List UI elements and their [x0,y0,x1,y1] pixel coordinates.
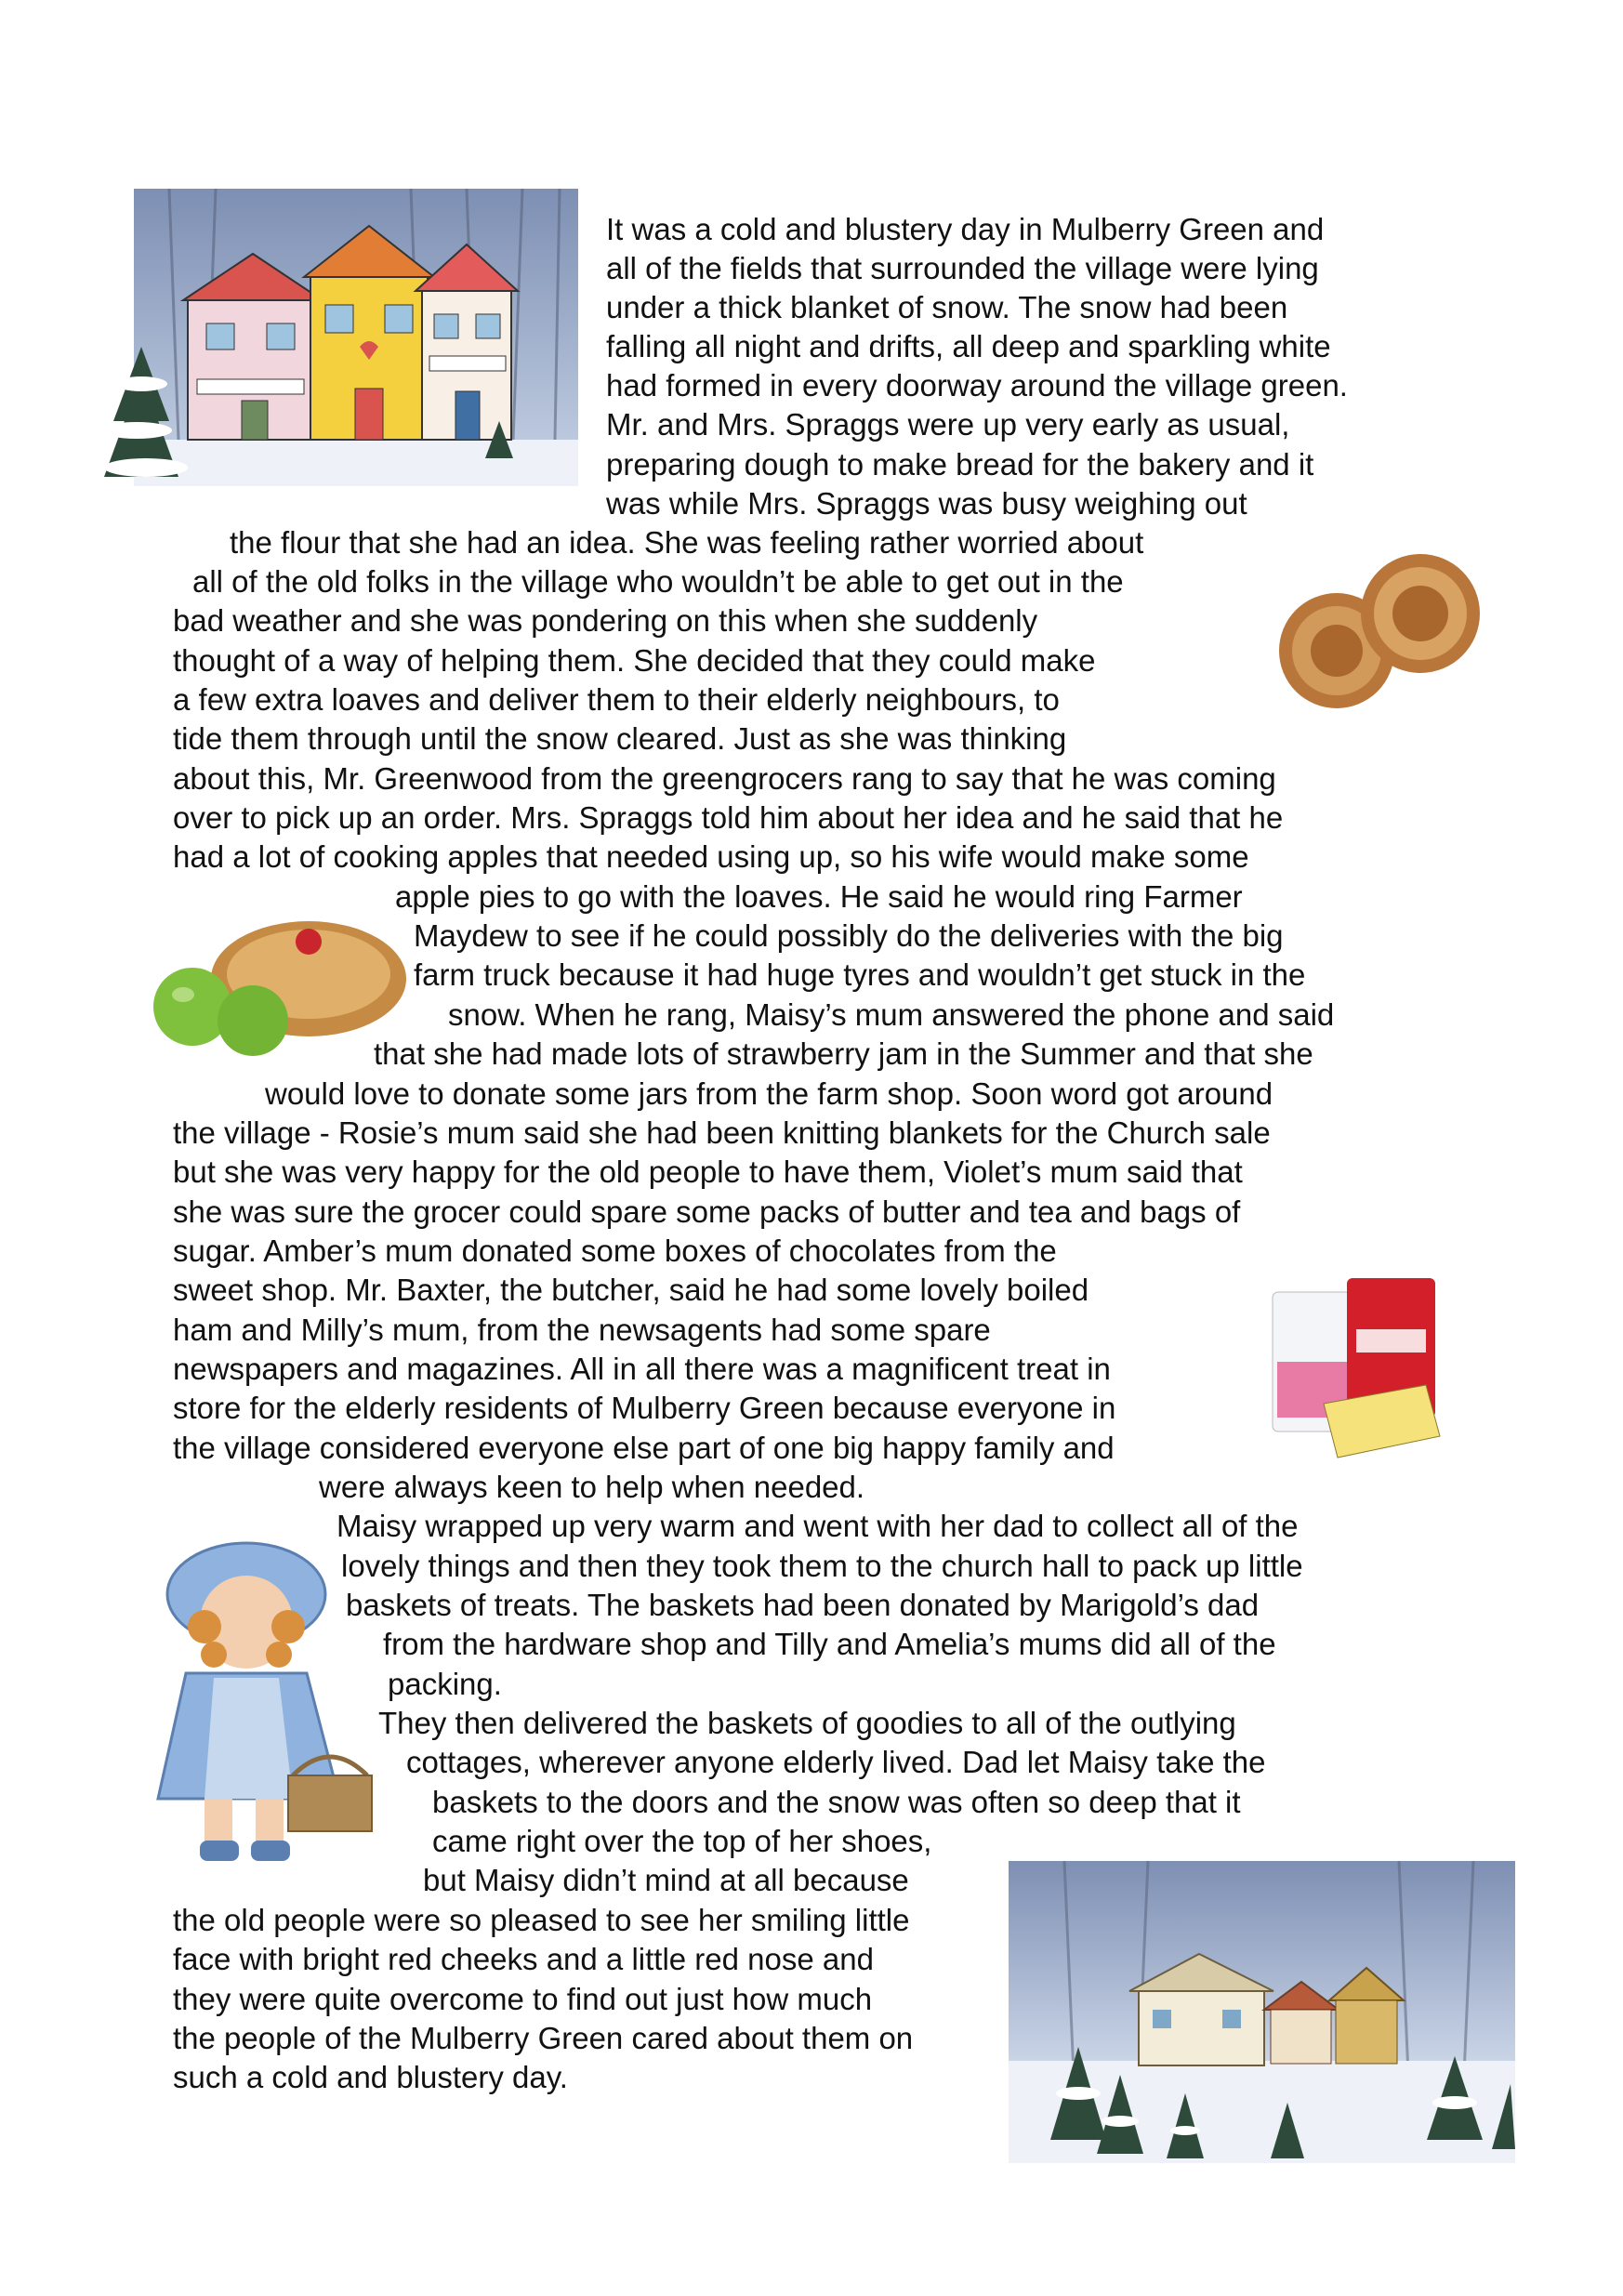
story-line: thought of a way of helping them. She decided that they could make [173,643,1096,678]
story-line: baskets of treats. The baskets had been donated by Marigold’s dad [346,1588,1260,1622]
story-line: Mr. and Mrs. Spraggs were up very early as usual, [606,407,1290,442]
story-line: a few extra loaves and deliver them to their elderly neighbours, to [173,682,1060,717]
story-line: They then delivered the baskets of goodies to all of the outlying [378,1706,1236,1740]
story-line: Maisy wrapped up very warm and went with her dad to collect all of the [336,1509,1299,1543]
story-line: the village considered everyone else part of one big happy family and [173,1431,1115,1465]
story-line: cottages, wherever anyone elderly lived. Dad let Maisy take the [406,1745,1266,1779]
story-line: preparing dough to make bread for the bakery and it [606,447,1314,482]
story-line: tide them through until the snow cleared. Just as she was thinking [173,721,1067,756]
story-line: lovely things and then they took them to the church hall to pack up little [341,1549,1303,1583]
snowy-cottages-illustration [1009,1861,1515,2163]
story-line: packing. [388,1667,502,1701]
story-line: under a thick blanket of snow. The snow had been [606,290,1288,324]
story-line: baskets to the doors and the snow was often so deep that it [432,1785,1241,1819]
story-line: from the hardware shop and Tilly and Amelia’s mums did all of the [383,1627,1276,1661]
story-line: were always keen to help when needed. [319,1470,865,1504]
village-illustration [76,189,578,486]
story-line: ham and Milly’s mum, from the newsagents had some spare [173,1313,991,1347]
story-line: such a cold and blustery day. [173,2060,568,2094]
groceries-image [1268,1273,1445,1459]
story-line: came right over the top of her shoes, [432,1824,932,1858]
story-line: that she had made lots of strawberry jam in the Summer and that she [374,1036,1313,1071]
story-line: face with bright red cheeks and a little red nose and [173,1942,874,1976]
bread-rolls-image [1262,534,1495,720]
story-line: the flour that she had an idea. She was feeling rather worried about [230,525,1144,560]
story-line: apple pies to go with the loaves. He said he would ring Farmer [395,879,1243,914]
story-line: had formed in every doorway around the village green. [606,368,1348,402]
story-line: about this, Mr. Greenwood from the greengrocers rang to say that he was coming [173,761,1276,796]
story-line: they were quite overcome to find out just how much [173,1982,873,2016]
story-line: store for the elderly residents of Mulberry Green because everyone in [173,1391,1116,1425]
story-line: the old people were so pleased to see her smiling little [173,1903,910,1937]
story-line: but Maisy didn’t mind at all because [423,1863,909,1897]
story-line: had a lot of cooking apples that needed using up, so his wife would make some [173,839,1249,874]
story-line: Maydew to see if he could possibly do the deliveries with the big [414,918,1284,953]
story-line: falling all night and drifts, all deep and sparkling white [606,329,1331,363]
story-line: all of the old folks in the village who wouldn’t be able to get out in the [192,564,1124,599]
apple-pie-image [141,909,411,1062]
story-line: the village - Rosie’s mum said she had been knitting blankets for the Church sale [173,1115,1271,1150]
story-line: she was sure the grocer could spare some packs of butter and tea and bags of [173,1194,1241,1229]
story-line: was while Mrs. Spraggs was busy weighing out [606,486,1247,521]
story-line: but she was very happy for the old people to have them, Violet’s mum said that [173,1155,1243,1189]
story-line: newspapers and magazines. All in all there was a magnificent treat in [173,1352,1111,1386]
story-line: bad weather and she was pondering on this when she suddenly [173,603,1038,638]
story-line: would love to donate some jars from the farm shop. Soon word got around [265,1076,1273,1111]
story-line: farm truck because it had huge tyres and wouldn’t get stuck in the [414,957,1306,992]
story-line: snow. When he rang, Maisy’s mum answered the phone and said [448,997,1335,1032]
story-line: all of the fields that surrounded the village were lying [606,251,1319,285]
story-line: the people of the Mulberry Green cared about them on [173,2021,914,2055]
story-line: sweet shop. Mr. Baxter, the butcher, said he had some lovely boiled [173,1273,1089,1307]
story-line: over to pick up an order. Mrs. Spraggs told him about her idea and he said that he [173,800,1284,835]
story-line: It was a cold and blustery day in Mulberry Green and [606,212,1325,246]
story-line: sugar. Amber’s mum donated some boxes of chocolates from the [173,1234,1057,1268]
